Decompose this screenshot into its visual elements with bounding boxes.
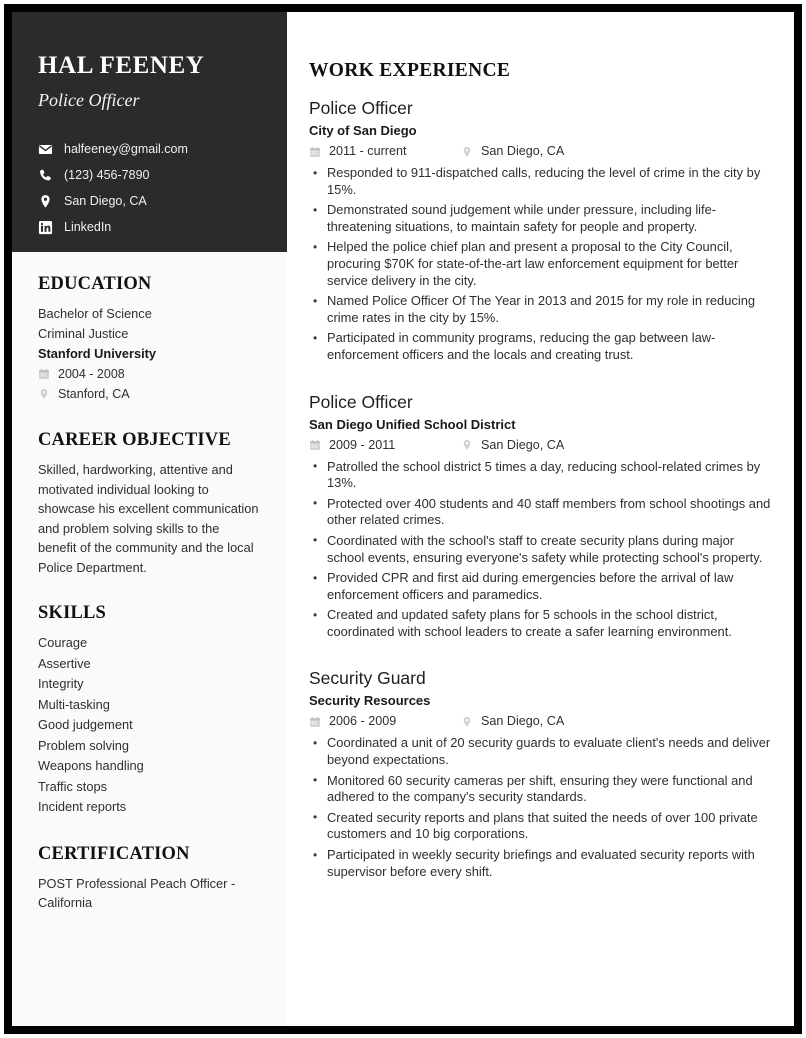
job-bullet: • Protected over 400 students and 40 staff members from school shootings and other related crimes. (309, 496, 772, 529)
objective-section (38, 430, 261, 577)
job-location: San Diego, CA (481, 714, 565, 729)
skills-section (38, 603, 261, 818)
job-bullet: • Helped the police chief plan and present a proposal to the City Council, procuring $70K for state-of-the-art law enforcement equipment for better service delivery in the city. (309, 239, 772, 289)
skill-item: Integrity (38, 676, 84, 691)
resume-sheet (12, 12, 794, 1026)
job-bullet: • Named Police Officer Of The Year in 2013 and 2015 for my role in reducing crime rates in the city by 15%. (309, 293, 772, 326)
certification-text: POST Professional Peach Officer - California (38, 875, 236, 910)
envelope-icon (38, 142, 53, 157)
skill-item: Problem solving (38, 737, 130, 753)
map-pin-icon (461, 146, 473, 158)
job-entry (309, 390, 772, 641)
sidebar-header (12, 12, 287, 252)
phone-icon (38, 168, 53, 183)
objective-text: Skilled, hardworking, attentive and motivated individual looking to showcase his excellent communication and problem solving skills to the benefit of the community and the local Police Department. (38, 462, 259, 575)
job-entry (309, 96, 772, 364)
skills-list (38, 633, 261, 818)
map-pin-icon (461, 716, 473, 728)
job-role: Security Guard (309, 668, 426, 689)
job-bullet: • Responded to 911-dispatched calls, reducing the level of crime in the city by 15%. (309, 165, 772, 198)
job-meta (309, 711, 772, 732)
job-meta (309, 141, 772, 162)
job-bullet: • Coordinated a unit of 20 security guards to evaluate client's needs and deliver beyond expectations. (309, 735, 772, 768)
page-border (4, 4, 802, 1034)
job-dates: 2006 - 2009 (329, 714, 397, 729)
skill-item: Assertive (38, 655, 91, 671)
certification-heading: CERTIFICATION (38, 843, 190, 864)
contact-location-text: San Diego, CA (64, 194, 147, 208)
sidebar-body (12, 252, 287, 1026)
job-bullet: • Created and updated safety plans for 5 schools in the school district, coordinated with school leaders to create a safer learning environment. (309, 607, 772, 640)
skill-item: Multi-tasking (38, 696, 110, 712)
contact-linkedin[interactable] (38, 217, 261, 237)
candidate-name: HAL FEENEY (38, 52, 205, 79)
calendar-icon (38, 368, 50, 380)
job-bullet: • Created security reports and plans that suited the needs of over 100 private customers and 10 big corporations. (309, 810, 772, 843)
job-organization: Security Resources (309, 693, 431, 709)
job-dates-cell (309, 435, 461, 456)
education-degree: Bachelor of Science (38, 306, 152, 321)
job-location: San Diego, CA (481, 437, 565, 452)
skill-item: Weapons handling (38, 758, 144, 773)
job-bullet: • Patrolled the school district 5 times a day, reducing school-related crimes by 13%. (309, 459, 772, 492)
contact-list (38, 139, 261, 237)
job-organization: City of San Diego (309, 123, 417, 138)
contact-phone-text: (123) 456-7890 (64, 168, 150, 182)
job-dates-cell (309, 141, 461, 162)
contact-linkedin-text: LinkedIn (64, 220, 112, 234)
job-location-cell (461, 435, 564, 456)
calendar-icon (309, 146, 321, 158)
skill-item: Courage (38, 635, 88, 650)
job-bullet: • Demonstrated sound judgement while under pressure, including life-threatening situations, to maintain safety for people and property. (309, 202, 772, 235)
job-bullets (309, 459, 772, 641)
job-bullet: • Participated in weekly security briefings and evaluated security reports with supervisor before every shift. (309, 847, 772, 880)
education-location: Stanford, CA (58, 387, 130, 401)
job-dates-cell (309, 711, 461, 732)
education-dates-row (38, 364, 261, 384)
job-bullet: • Provided CPR and first aid during emergencies before the arrival of law enforcement officers and paramedics. (309, 570, 772, 603)
sidebar (12, 12, 287, 1026)
calendar-icon (309, 716, 321, 728)
job-meta (309, 435, 772, 456)
education-location-row (38, 384, 261, 404)
linkedin-icon (38, 220, 53, 235)
education-school: Stanford University (38, 346, 157, 361)
contact-email-text: halfeeney@gmail.com (64, 142, 188, 156)
job-dates: 2009 - 2011 (329, 437, 396, 452)
job-entry (309, 666, 772, 880)
map-pin-icon (38, 194, 53, 209)
contact-email[interactable] (38, 139, 261, 159)
education-field: Criminal Justice (38, 326, 129, 341)
job-bullet: • Coordinated with the school's staff to create security plans during major school events, ensuring everyone's safety while protecting school's property. (309, 533, 772, 566)
education-section (38, 274, 261, 404)
contact-location (38, 191, 261, 211)
job-bullets (309, 165, 772, 364)
skill-item: Traffic stops (38, 778, 107, 794)
education-dates: 2004 - 2008 (58, 367, 125, 381)
work-experience-heading: WORK EXPERIENCE (309, 60, 511, 81)
job-bullets (309, 735, 772, 880)
job-dates: 2011 - current (329, 144, 407, 158)
education-heading: EDUCATION (38, 274, 152, 294)
job-location-cell (461, 711, 564, 732)
skills-heading: SKILLS (38, 603, 107, 623)
job-location-cell (461, 141, 564, 162)
map-pin-icon (461, 439, 473, 451)
job-location: San Diego, CA (481, 144, 565, 158)
map-pin-icon (38, 388, 50, 400)
skill-item: Good judgement (38, 717, 133, 732)
certification-section (38, 844, 261, 913)
job-role: Police Officer (309, 391, 413, 412)
candidate-title: Police Officer (38, 90, 140, 110)
calendar-icon (309, 439, 321, 451)
objective-heading: CAREER OBJECTIVE (38, 430, 231, 450)
main-column (287, 12, 794, 1026)
job-bullet: • Participated in community programs, reducing the gap between law-enforcement officers and the locals and creating trust. (309, 330, 772, 363)
skill-item: Incident reports (38, 799, 127, 814)
job-bullet: • Monitored 60 security cameras per shift, ensuring they were functional and adhered to the company's security standards. (309, 773, 772, 806)
job-organization: San Diego Unified School District (309, 416, 516, 432)
job-role: Police Officer (309, 98, 413, 118)
contact-phone[interactable] (38, 165, 261, 185)
